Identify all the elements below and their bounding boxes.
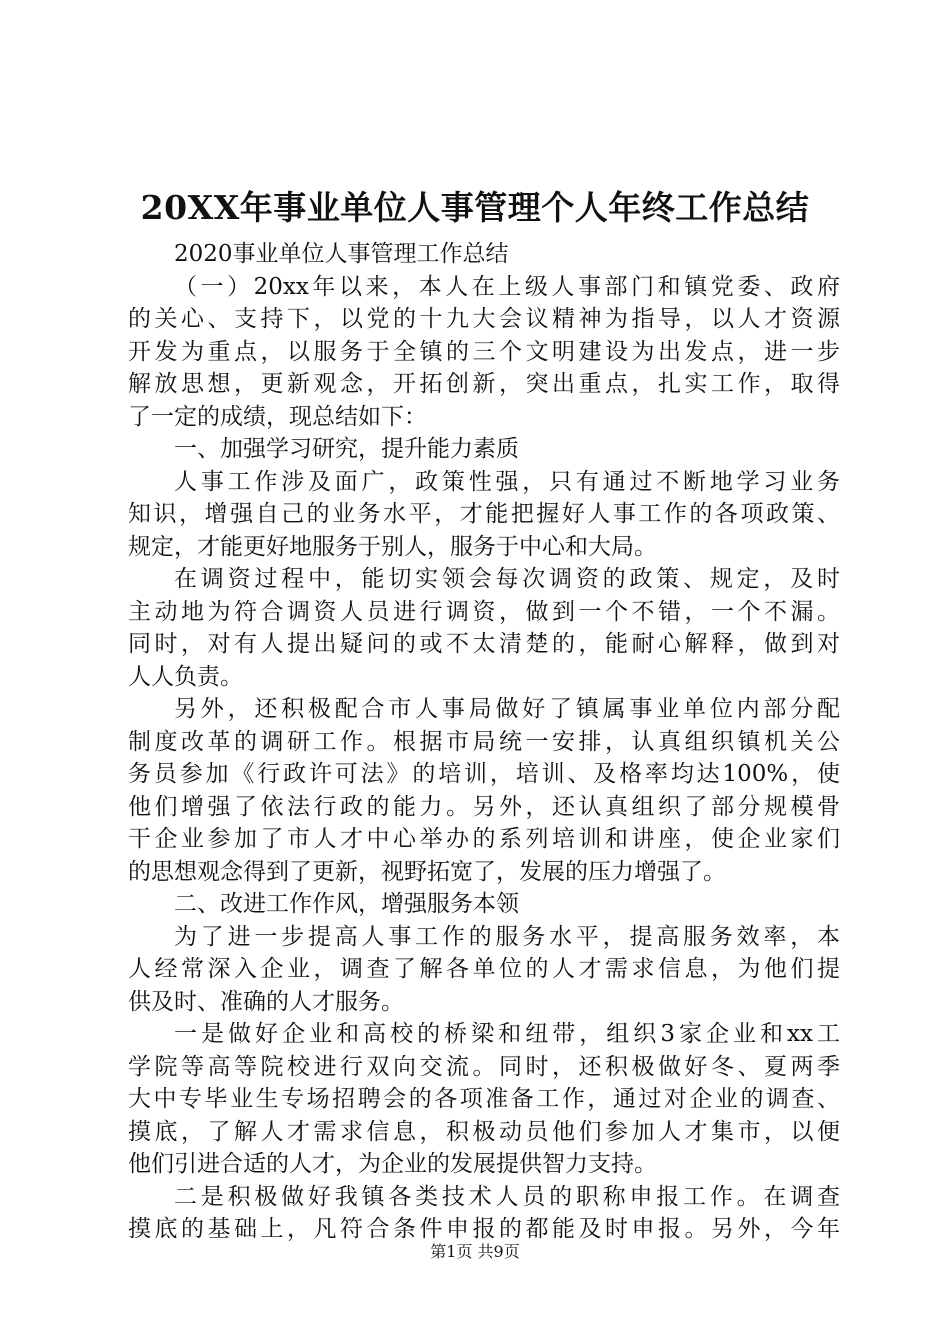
text-line: 供及时、准确的人才服务。 bbox=[128, 988, 404, 1015]
text-line: 二是积极做好我镇各类技术人员的职称申报工作。在调查 bbox=[174, 1183, 840, 1210]
text-line: 在调资过程中，能切实领会每次调资的政策、规定，及时 bbox=[174, 566, 840, 592]
text-line: 干企业参加了市人才中心举办的系列培训和讲座，使企业家们 bbox=[128, 826, 840, 852]
document-body bbox=[128, 238, 840, 1246]
text-line: 规定，才能更好地服务于别人，服务于中心和大局。 bbox=[128, 533, 657, 560]
text-line: 人事工作涉及面广，政策性强，只有通过不断地学习业务 bbox=[174, 468, 840, 495]
text-line: 人人负责。 bbox=[128, 663, 243, 690]
text-line: 解放思想，更新观念，开拓创新，突出重点，扎实工作，取得 bbox=[128, 371, 840, 397]
text-line: 人经常深入企业，调查了解各单位的人才需求信息，为他们提 bbox=[128, 956, 840, 982]
document-title: 20XX年事业单位人事管理个人年终工作总结 bbox=[140, 188, 810, 227]
text-line: 一是做好企业和高校的桥梁和纽带，组织3家企业和xx工 bbox=[174, 1021, 840, 1047]
subtitle-line: 2020事业单位人事管理工作总结 bbox=[174, 241, 509, 267]
text-line: 开发为重点，以服务于全镇的三个文明建设为出发点，进一步 bbox=[128, 338, 840, 365]
text-line: 摸底的基础上，凡符合条件申报的都能及时申报。另外，今年 bbox=[128, 1216, 840, 1242]
page-footer: 第1页 共9页 bbox=[430, 1242, 520, 1261]
text-line: 学院等高等院校进行双向交流。同时，还积极做好冬、夏两季 bbox=[128, 1053, 840, 1080]
text-line: （一）20xx年以来，本人在上级人事部门和镇党委、政府 bbox=[174, 273, 840, 300]
text-line: 务员参加《行政许可法》的培训，培训、及格率均达100%，使 bbox=[128, 761, 840, 787]
text-line: 摸底，了解人才需求信息，积极动员他们参加人才集市，以便 bbox=[128, 1118, 840, 1145]
text-line: 的思想观念得到了更新，视野拓宽了，发展的压力增强了。 bbox=[128, 858, 726, 885]
text-line: 了一定的成绩，现总结如下： bbox=[128, 403, 427, 430]
text-line: 制度改革的调研工作。根据市局统一安排，认真组织镇机关公 bbox=[128, 728, 840, 755]
text-line: 他们增强了依法行政的能力。另外，还认真组织了部分规模骨 bbox=[128, 793, 840, 820]
text-line: 为了进一步提高人事工作的服务水平，提高服务效率，本 bbox=[174, 923, 840, 950]
text-line: 大中专毕业生专场招聘会的各项准备工作，通过对企业的调查、 bbox=[128, 1086, 840, 1112]
text-line: 另外，还积极配合市人事局做好了镇属事业单位内部分配 bbox=[174, 696, 840, 722]
text-line: 他们引进合适的人才，为企业的发展提供智力支持。 bbox=[128, 1151, 657, 1177]
text-line: 知识，增强自己的业务水平，才能把握好人事工作的各项政策、 bbox=[128, 501, 840, 527]
section-heading: 二、改进工作作风，增强服务本领 bbox=[174, 891, 519, 917]
text-line: 的关心、支持下，以党的十九大会议精神为指导，以人才资源 bbox=[128, 306, 840, 332]
text-line: 主动地为符合调资人员进行调资，做到一个不错，一个不漏。 bbox=[128, 598, 840, 625]
text-line: 同时，对有人提出疑问的或不太清楚的，能耐心解释，做到对 bbox=[128, 631, 840, 657]
section-heading: 一、加强学习研究，提升能力素质 bbox=[174, 436, 519, 462]
